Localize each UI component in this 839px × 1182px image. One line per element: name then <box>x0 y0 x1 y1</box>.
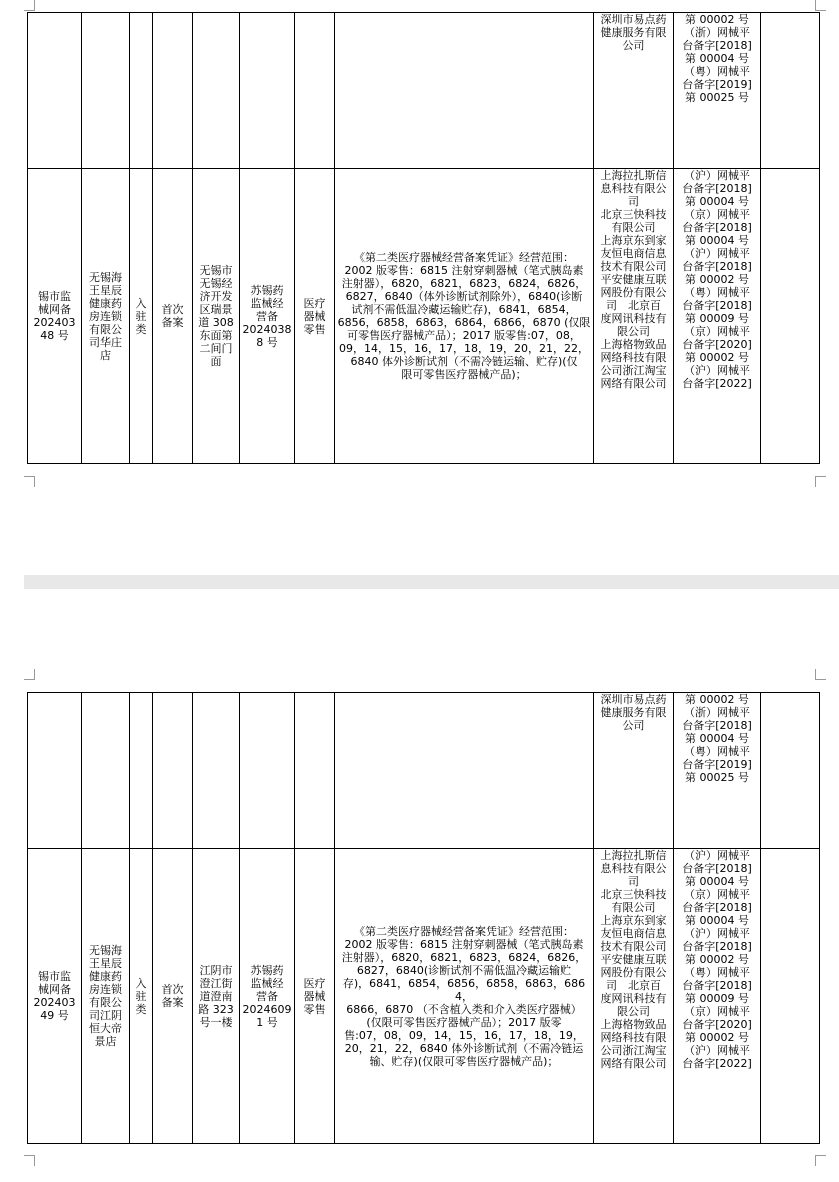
cell-text-line: 第 00004 号 <box>685 914 749 927</box>
cell-text-line: 司华庄 <box>89 335 122 349</box>
cell-text-line: 6866，6870 （不含植入类和介入类医疗器械） <box>346 1002 582 1016</box>
cell-text-line: 上海京东到家 <box>600 234 667 247</box>
cell-text-line: 台备字[2018] <box>682 901 752 914</box>
cell-text-line: 度网讯科技有 <box>600 312 667 325</box>
address-cell <box>193 13 240 169</box>
cell-text-line: 09，14，15，16，17，18，19，20，21，22， <box>339 342 589 355</box>
cell-text-line: （粤）网械平 <box>684 65 750 78</box>
record-number-cell <box>28 169 82 464</box>
cell-text-line: 健康服务有限 <box>600 26 667 39</box>
cell-text-line: 王星辰 <box>89 957 122 970</box>
record-number-cell <box>28 693 82 849</box>
cell-text-line: （粤）网械平 <box>684 966 750 979</box>
record-number-cell <box>28 13 82 169</box>
cell-text-line: 房连锁 <box>89 309 122 323</box>
cell-text-line: 限公司 <box>617 325 650 338</box>
license-cell <box>240 849 295 1144</box>
cell-text-line: 入 <box>135 976 147 990</box>
cell-text-line: 道澄南 <box>199 989 233 1003</box>
cell-text-line: 第 00002 号 <box>685 13 749 26</box>
address-cell <box>193 693 240 849</box>
cell-text-line: 无锡经 <box>199 277 233 290</box>
business-scope-cell <box>335 693 594 849</box>
cell-text-line: 2002 版零售：6815 注射穿刺器械（笔式胰岛素 <box>344 937 584 951</box>
cell-text-line: 健康药 <box>89 970 122 983</box>
cell-text-line: 网络科技有限 <box>600 351 667 364</box>
cell-text-line: 驻 <box>135 309 147 323</box>
cell-text-line: （沪）网械平 <box>684 169 750 182</box>
cell-text-line: 息科技有限公 <box>600 862 667 875</box>
cell-text-line: 无锡海 <box>89 944 122 957</box>
business-scope-cell <box>335 849 594 1144</box>
cell-text-line: 网络有限公司 <box>600 377 667 390</box>
registration-table <box>27 692 820 1144</box>
platform-filing-cell <box>674 13 761 169</box>
cell-text-line: 无锡市 <box>199 264 233 277</box>
business-scope-cell <box>335 169 594 464</box>
cell-text-line: 台备字[2020] <box>682 1018 752 1031</box>
cell-text-line: 49 号 <box>40 1009 69 1022</box>
remark-cell <box>761 849 820 1144</box>
cell-text-line: 台备字[2018] <box>682 39 752 52</box>
filing-type-cell <box>153 169 193 464</box>
cell-text-line: 器械 <box>303 309 326 323</box>
cell-text-line: 王星辰 <box>89 283 122 297</box>
cell-text-line: 锡市监 <box>38 290 71 303</box>
remark-cell <box>761 169 820 464</box>
cell-text-line: 零售 <box>303 322 326 336</box>
platform-cell <box>594 693 674 849</box>
cell-text-line: 公司 <box>622 39 645 52</box>
cell-text-line: 上海拉扎斯信 <box>600 849 667 862</box>
cell-text-line: 注射器），6820，6821，6823，6824，6826， <box>341 277 587 290</box>
cell-text-line: 台备字[2022] <box>682 377 752 390</box>
cell-text-line: 备案 <box>161 316 184 329</box>
cell-text-line: 首次 <box>161 983 184 996</box>
cell-text-line: 注射器），6820，6821，6823，6824，6826， <box>341 950 587 964</box>
cell-text-line: 网络科技有限 <box>600 1031 667 1044</box>
cell-text-line: 上海京东到家 <box>600 914 667 927</box>
cell-text-line: 械网备 <box>38 983 71 996</box>
cell-text-line: （沪）网械平 <box>684 364 750 377</box>
cell-text-line: 第 00002 号 <box>685 693 749 706</box>
cell-text-line: 第 00004 号 <box>685 234 749 247</box>
cell-text-line: 平安健康互联 <box>600 273 667 286</box>
filing-type-cell <box>153 13 193 169</box>
cell-text-line: 6827，6840（体外诊断试剂除外），6840(诊断 <box>345 290 583 303</box>
cell-text-line: 有限公司 <box>611 221 656 234</box>
cell-text-line: （沪）网械平 <box>684 927 750 940</box>
cell-text-line: 2024038 <box>242 322 292 336</box>
cell-text-line: 6827，6840(诊断试剂不需低温冷藏运输贮 <box>356 963 572 977</box>
cell-text-line: 第 00002 号 <box>685 1031 749 1044</box>
platform-cell <box>594 13 674 169</box>
cell-text-line: 1 号 <box>256 1015 278 1029</box>
cell-text-line: 面 <box>210 355 222 368</box>
cell-text-line: 《第二类医疗器械经营备案凭证》经营范围： <box>354 251 574 264</box>
cell-text-line: 健康服务有限 <box>600 706 667 719</box>
cell-text-line: （沪）网械平 <box>684 849 750 862</box>
remark-cell <box>761 693 820 849</box>
cell-text-line: （京）网械平 <box>684 1005 750 1018</box>
cell-text-line: 北京三快科技 <box>600 888 667 901</box>
category-cell <box>295 13 335 169</box>
cell-text-line: 上海格物致品 <box>600 1018 667 1031</box>
company-cell <box>82 169 130 464</box>
cell-text-line: （京）网械平 <box>684 208 750 221</box>
license-cell <box>240 13 295 169</box>
cell-text-line: 深圳市易点药 <box>600 693 667 706</box>
cell-text-line: 器械 <box>303 989 326 1003</box>
cell-text-line: 东面第 <box>199 329 233 342</box>
cell-text-line: 6856，6858，6863，6864，6866，6870 (仅限 <box>337 316 591 329</box>
cell-text-line: 度网讯科技有 <box>600 992 667 1005</box>
cell-text-line: 48 号 <box>40 329 69 342</box>
cell-text-line: 景店 <box>94 1035 117 1048</box>
category-cell <box>295 849 335 1144</box>
cell-text-line: 限可零售医疗器械产品)； <box>401 368 527 381</box>
crop-mark <box>24 0 35 11</box>
cell-text-line: 司 北京百 <box>606 299 661 312</box>
crop-mark <box>24 1155 35 1166</box>
access-type-cell <box>130 849 153 1144</box>
cell-text-line: 二间门 <box>199 342 233 355</box>
cell-text-line: 限公司 <box>617 1005 650 1018</box>
cell-text-line: 输、贮存)(仅限可零售医疗器械产品)； <box>369 1054 559 1068</box>
address-cell <box>193 849 240 1144</box>
cell-text-line: 店 <box>100 348 111 362</box>
cell-text-line: 公司浙江淘宝 <box>600 364 667 377</box>
cell-text-line: 类 <box>135 322 147 336</box>
cell-text-line: 第 00025 号 <box>685 771 749 784</box>
cell-text-line: 8 号 <box>256 335 278 349</box>
cell-text-line: 2024609 <box>242 1002 292 1016</box>
table-row <box>28 13 820 169</box>
company-cell <box>82 693 130 849</box>
cell-text-line: （沪）网械平 <box>684 1044 750 1057</box>
cell-text-line: 6840 体外诊断试剂（不需冷链运输、贮存)(仅 <box>350 355 578 368</box>
cell-text-line: 公司 <box>622 719 645 732</box>
cell-text-line: 第 00004 号 <box>685 195 749 208</box>
cell-text-line: 江阴市 <box>199 963 233 977</box>
cell-text-line: 台备字[2018] <box>682 862 752 875</box>
cell-text-line: 台备字[2018] <box>682 221 752 234</box>
platform-cell <box>594 169 674 464</box>
cell-text-line: (仅限可零售医疗器械产品）；2017 版零 <box>366 1015 562 1029</box>
cell-text-line: 上海格物致品 <box>600 338 667 351</box>
cell-text-line: 平安健康互联 <box>600 953 667 966</box>
cell-text-line: 第 00025 号 <box>685 91 749 104</box>
cell-text-line: 备案 <box>161 996 184 1009</box>
cell-text-line: （京）网械平 <box>684 325 750 338</box>
cell-text-line: 友恒电商信息 <box>600 927 667 940</box>
access-type-cell <box>130 169 153 464</box>
cell-text-line: 试剂不需低温冷藏运输贮存)，6841，6854， <box>351 303 577 316</box>
cell-text-line: 台备字[2022] <box>682 1057 752 1070</box>
filing-type-cell <box>153 693 193 849</box>
registration-table <box>27 12 820 464</box>
cell-text-line: 房连锁 <box>89 983 122 996</box>
crop-mark <box>24 669 35 680</box>
cell-text-line: 202403 <box>33 996 76 1009</box>
cell-text-line: 台备字[2019] <box>682 78 752 91</box>
cell-text-line: 台备字[2018] <box>682 260 752 273</box>
cell-text-line: 司 <box>628 195 639 208</box>
cell-text-line: 司 北京百 <box>606 979 661 992</box>
document-page-1 <box>0 0 839 575</box>
cell-text-line: 司 <box>628 875 639 888</box>
cell-text-line: 锡市监 <box>38 970 71 983</box>
cell-text-line: 苏锡药 <box>250 963 284 977</box>
cell-text-line: 技术有限公司 <box>600 260 667 273</box>
cell-text-line: 深圳市易点药 <box>600 13 667 26</box>
cell-text-line: 售:07，08，09，14，15，16，17，18，19， <box>344 1028 584 1042</box>
cell-text-line: 2002 版零售：6815 注射穿刺器械（笔式胰岛素 <box>344 264 584 277</box>
cell-text-line: 上海拉扎斯信 <box>600 169 667 182</box>
page-separator <box>24 575 839 589</box>
cell-text-line: 台备字[2018] <box>682 979 752 992</box>
cell-text-line: 网络有限公司 <box>600 1057 667 1070</box>
platform-filing-cell <box>674 693 761 849</box>
cell-text-line: 司江阴 <box>89 1009 122 1022</box>
platform-filing-cell <box>674 169 761 464</box>
crop-mark <box>815 0 826 11</box>
platform-filing-cell <box>674 849 761 1144</box>
cell-text-line: （浙）网械平 <box>684 706 750 719</box>
cell-text-line: 第 00004 号 <box>685 52 749 65</box>
cell-text-line: 区瑞景 <box>199 303 233 316</box>
cell-text-line: 类 <box>135 1002 147 1016</box>
crop-mark <box>815 476 826 487</box>
filing-type-cell <box>153 849 193 1144</box>
cell-text-line: 营备 <box>256 309 278 323</box>
cell-text-line: （沪）网械平 <box>684 247 750 260</box>
platform-cell <box>594 849 674 1144</box>
cell-text-line: 台备字[2018] <box>682 182 752 195</box>
cell-text-line: 驻 <box>135 989 147 1003</box>
cell-text-line: 有限公司 <box>611 901 656 914</box>
document-page-2 <box>0 589 839 1182</box>
cell-text-line: 台备字[2018] <box>682 940 752 953</box>
cell-text-line: 澄江街 <box>199 976 233 990</box>
address-cell <box>193 169 240 464</box>
cell-text-line: 第 00002 号 <box>685 953 749 966</box>
cell-text-line: 20，21，22，6840 体外诊断试剂（不需冷链运 <box>344 1041 584 1055</box>
crop-mark <box>815 669 826 680</box>
category-cell <box>295 169 335 464</box>
cell-text-line: 有限公 <box>89 996 122 1009</box>
table-row <box>28 849 820 1144</box>
cell-text-line: 第 00002 号 <box>685 273 749 286</box>
cell-text-line: （粤）网械平 <box>684 745 750 758</box>
access-type-cell <box>130 693 153 849</box>
company-cell <box>82 849 130 1144</box>
cell-text-line: 恒大帝 <box>89 1022 122 1035</box>
cell-text-line: 技术有限公司 <box>600 940 667 953</box>
cell-text-line: 号一楼 <box>199 1015 233 1029</box>
cell-text-line: 首次 <box>161 303 184 316</box>
company-cell <box>82 13 130 169</box>
cell-text-line: 息科技有限公 <box>600 182 667 195</box>
crop-mark <box>24 476 35 487</box>
license-cell <box>240 169 295 464</box>
crop-mark <box>815 1155 826 1166</box>
cell-text-line: 零售 <box>303 1002 326 1016</box>
cell-text-line: 械网备 <box>38 303 71 316</box>
cell-text-line: 存)，6841，6854，6856，6858，6863，6864， <box>342 976 586 1003</box>
cell-text-line: 无锡海 <box>89 270 122 284</box>
cell-text-line: 入 <box>135 296 147 310</box>
cell-text-line: 道 308 <box>198 316 234 329</box>
cell-text-line: 苏锡药 <box>250 283 284 297</box>
cell-text-line: 台备字[2019] <box>682 758 752 771</box>
cell-text-line: 医疗 <box>303 296 326 310</box>
cell-text-line: （京）网械平 <box>684 888 750 901</box>
cell-text-line: 路 323 <box>198 1002 234 1016</box>
cell-text-line: 健康药 <box>89 296 122 310</box>
cell-text-line: 公司浙江淘宝 <box>600 1044 667 1057</box>
cell-text-line: 友恒电商信息 <box>600 247 667 260</box>
cell-text-line: 第 00009 号 <box>685 992 749 1005</box>
cell-text-line: 北京三快科技 <box>600 208 667 221</box>
license-cell <box>240 693 295 849</box>
cell-text-line: 202403 <box>33 316 76 329</box>
cell-text-line: 医疗 <box>303 976 326 990</box>
cell-text-line: 可零售医疗器械产品）；2017 版零售:07，08， <box>347 329 581 342</box>
cell-text-line: 监械经 <box>250 976 284 990</box>
business-scope-cell <box>335 13 594 169</box>
table-row <box>28 169 820 464</box>
cell-text-line: 台备字[2020] <box>682 338 752 351</box>
cell-text-line: （浙）网械平 <box>684 26 750 39</box>
cell-text-line: 第 00004 号 <box>685 732 749 745</box>
table-row <box>28 693 820 849</box>
cell-text-line: 第 00009 号 <box>685 312 749 325</box>
cell-text-line: 网股份有限公 <box>600 286 667 299</box>
cell-text-line: （粤）网械平 <box>684 286 750 299</box>
cell-text-line: 第 00002 号 <box>685 351 749 364</box>
cell-text-line: 济开发 <box>199 290 233 303</box>
category-cell <box>295 693 335 849</box>
cell-text-line: 《第二类医疗器械经营备案凭证》经营范围： <box>354 924 574 938</box>
record-number-cell <box>28 849 82 1144</box>
cell-text-line: 有限公 <box>89 322 122 336</box>
cell-text-line: 营备 <box>256 989 278 1003</box>
cell-text-line: 监械经 <box>250 296 284 310</box>
cell-text-line: 网股份有限公 <box>600 966 667 979</box>
cell-text-line: 台备字[2018] <box>682 719 752 732</box>
cell-text-line: 第 00004 号 <box>685 875 749 888</box>
remark-cell <box>761 13 820 169</box>
cell-text-line: 台备字[2018] <box>682 299 752 312</box>
access-type-cell <box>130 13 153 169</box>
